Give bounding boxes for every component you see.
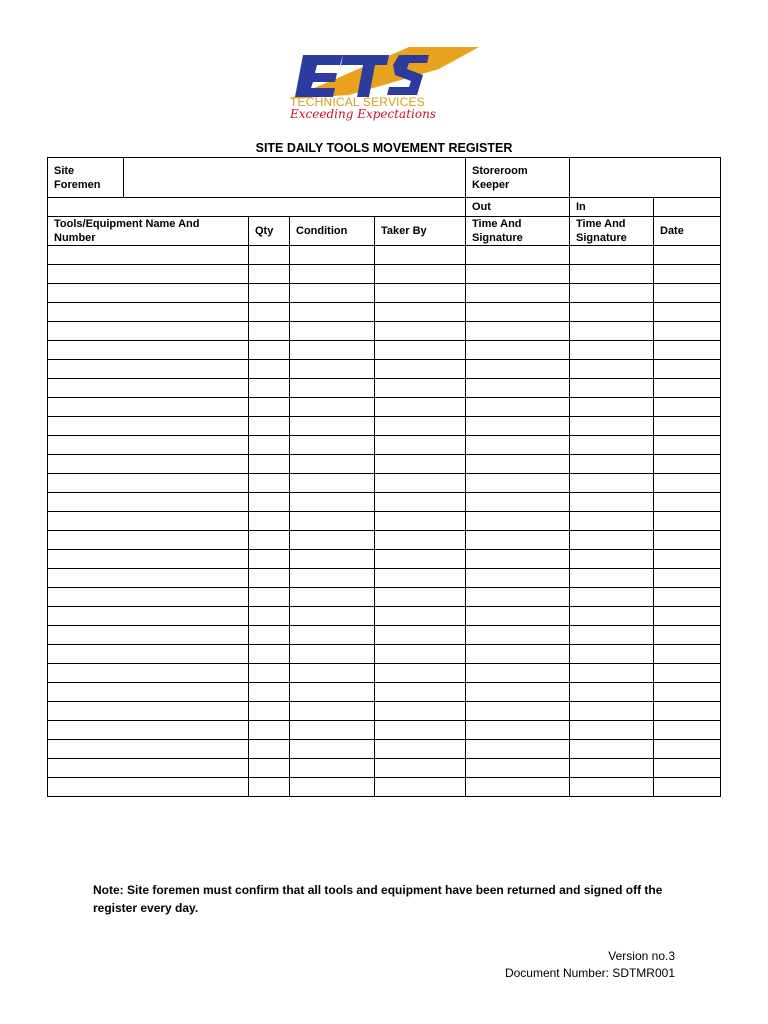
out-time-cell[interactable] [466, 341, 570, 360]
out-time-cell[interactable] [466, 360, 570, 379]
condition-cell[interactable] [290, 379, 375, 398]
table-row [48, 341, 721, 360]
condition-cell[interactable] [290, 626, 375, 645]
in-time-cell[interactable] [570, 493, 654, 512]
out-time-cell[interactable] [466, 246, 570, 265]
condition-cell[interactable] [290, 360, 375, 379]
condition-cell[interactable] [290, 493, 375, 512]
condition-cell[interactable] [290, 436, 375, 455]
qty-cell[interactable] [249, 417, 290, 436]
tool-cell[interactable] [48, 265, 249, 284]
qty-cell[interactable] [249, 550, 290, 569]
in-time-cell[interactable] [570, 550, 654, 569]
date-cell[interactable] [654, 455, 721, 474]
qty-cell[interactable] [249, 303, 290, 322]
in-time-cell[interactable] [570, 512, 654, 531]
qty-cell[interactable] [249, 721, 290, 740]
date-cell[interactable] [654, 550, 721, 569]
in-time-cell[interactable] [570, 265, 654, 284]
taker-cell[interactable] [375, 265, 466, 284]
in-time-cell[interactable] [570, 360, 654, 379]
table-row [48, 360, 721, 379]
qty-cell[interactable] [249, 379, 290, 398]
date-cell[interactable] [654, 493, 721, 512]
out-time-cell[interactable] [466, 550, 570, 569]
taker-cell[interactable] [375, 493, 466, 512]
condition-cell[interactable] [290, 721, 375, 740]
out-time-cell[interactable] [466, 379, 570, 398]
out-time-cell[interactable] [466, 588, 570, 607]
qty-cell[interactable] [249, 759, 290, 778]
out-time-cell[interactable] [466, 683, 570, 702]
table-row [48, 379, 721, 398]
taker-cell[interactable] [375, 398, 466, 417]
storeroom-keeper-label: Storeroom Keeper [466, 158, 570, 198]
date-cell[interactable] [654, 265, 721, 284]
table-row [48, 721, 721, 740]
date-cell[interactable] [654, 474, 721, 493]
tool-cell[interactable] [48, 398, 249, 417]
qty-cell[interactable] [249, 702, 290, 721]
table-row [48, 607, 721, 626]
out-time-cell[interactable] [466, 759, 570, 778]
qty-cell[interactable] [249, 569, 290, 588]
date-cell[interactable] [654, 398, 721, 417]
in-time-cell[interactable] [570, 645, 654, 664]
qty-cell[interactable] [249, 436, 290, 455]
tool-cell[interactable] [48, 569, 249, 588]
tool-cell[interactable] [48, 626, 249, 645]
taker-cell[interactable] [375, 474, 466, 493]
in-time-cell[interactable] [570, 759, 654, 778]
taker-cell[interactable] [375, 721, 466, 740]
qty-cell[interactable] [249, 626, 290, 645]
date-cell[interactable] [654, 322, 721, 341]
out-time-cell[interactable] [466, 455, 570, 474]
table-row [48, 683, 721, 702]
tool-cell[interactable] [48, 664, 249, 683]
qty-cell[interactable] [249, 455, 290, 474]
tool-cell[interactable] [48, 474, 249, 493]
condition-cell[interactable] [290, 322, 375, 341]
taker-cell[interactable] [375, 683, 466, 702]
table-row [48, 702, 721, 721]
storeroom-keeper-field[interactable] [570, 158, 721, 198]
qty-cell[interactable] [249, 664, 290, 683]
out-time-cell[interactable] [466, 322, 570, 341]
in-time-cell[interactable] [570, 531, 654, 550]
out-time-cell[interactable] [466, 398, 570, 417]
qty-cell[interactable] [249, 360, 290, 379]
taker-cell[interactable] [375, 512, 466, 531]
date-cell[interactable] [654, 626, 721, 645]
in-time-cell[interactable] [570, 702, 654, 721]
out-time-cell[interactable] [466, 474, 570, 493]
table-row [48, 740, 721, 759]
condition-cell[interactable] [290, 284, 375, 303]
qty-cell[interactable] [249, 683, 290, 702]
condition-cell[interactable] [290, 702, 375, 721]
qty-cell[interactable] [249, 474, 290, 493]
out-time-cell[interactable] [466, 721, 570, 740]
qty-cell[interactable] [249, 740, 290, 759]
document-footer [505, 948, 675, 982]
table-row [48, 759, 721, 778]
col-header-condition: Condition [290, 217, 375, 246]
date-cell[interactable] [654, 683, 721, 702]
in-time-cell[interactable] [570, 341, 654, 360]
col-header-tool: Tools/Equipment Name And Number [48, 217, 249, 246]
out-time-cell[interactable] [466, 626, 570, 645]
table-row [48, 322, 721, 341]
table-row [48, 398, 721, 417]
tool-cell[interactable] [48, 322, 249, 341]
out-time-cell[interactable] [466, 493, 570, 512]
date-cell[interactable] [654, 778, 721, 797]
qty-cell[interactable] [249, 531, 290, 550]
date-cell[interactable] [654, 531, 721, 550]
date-cell[interactable] [654, 284, 721, 303]
out-time-cell[interactable] [466, 702, 570, 721]
condition-cell[interactable] [290, 778, 375, 797]
condition-cell[interactable] [290, 740, 375, 759]
out-time-cell[interactable] [466, 645, 570, 664]
condition-cell[interactable] [290, 531, 375, 550]
in-time-cell[interactable] [570, 721, 654, 740]
tool-cell[interactable] [48, 607, 249, 626]
in-time-cell[interactable] [570, 455, 654, 474]
table-row [48, 303, 721, 322]
condition-cell[interactable] [290, 588, 375, 607]
in-time-cell[interactable] [570, 664, 654, 683]
taker-cell[interactable] [375, 550, 466, 569]
qty-cell[interactable] [249, 778, 290, 797]
out-time-cell[interactable] [466, 303, 570, 322]
condition-cell[interactable] [290, 664, 375, 683]
col-header-taker: Taker By [375, 217, 466, 246]
in-time-cell[interactable] [570, 569, 654, 588]
qty-cell[interactable] [249, 265, 290, 284]
date-cell[interactable] [654, 303, 721, 322]
qty-cell[interactable] [249, 588, 290, 607]
taker-cell[interactable] [375, 740, 466, 759]
group-in-label: In [570, 198, 654, 217]
tool-cell[interactable] [48, 360, 249, 379]
date-cell[interactable] [654, 607, 721, 626]
version-label: Version no.3 [608, 949, 675, 963]
table-row [48, 265, 721, 284]
date-cell[interactable] [654, 379, 721, 398]
in-time-cell[interactable] [570, 588, 654, 607]
in-time-cell[interactable] [570, 740, 654, 759]
qty-cell[interactable] [249, 512, 290, 531]
col-header-in-time: Time And Signature [570, 217, 654, 246]
table-row [48, 246, 721, 265]
group-header-blank [48, 198, 466, 217]
tool-cell[interactable] [48, 493, 249, 512]
group-out-label: Out [466, 198, 570, 217]
qty-cell[interactable] [249, 645, 290, 664]
in-time-cell[interactable] [570, 303, 654, 322]
taker-cell[interactable] [375, 379, 466, 398]
condition-cell[interactable] [290, 645, 375, 664]
date-cell[interactable] [654, 740, 721, 759]
out-time-cell[interactable] [466, 417, 570, 436]
tool-cell[interactable] [48, 721, 249, 740]
date-cell[interactable] [654, 436, 721, 455]
tool-cell[interactable] [48, 417, 249, 436]
condition-cell[interactable] [290, 512, 375, 531]
qty-cell[interactable] [249, 398, 290, 417]
table-row [48, 778, 721, 797]
date-cell[interactable] [654, 702, 721, 721]
in-time-cell[interactable] [570, 474, 654, 493]
taker-cell[interactable] [375, 360, 466, 379]
taker-cell[interactable] [375, 455, 466, 474]
out-time-cell[interactable] [466, 607, 570, 626]
qty-cell[interactable] [249, 322, 290, 341]
register-table [47, 157, 721, 797]
condition-cell[interactable] [290, 417, 375, 436]
qty-cell[interactable] [249, 607, 290, 626]
tool-cell[interactable] [48, 683, 249, 702]
taker-cell[interactable] [375, 759, 466, 778]
condition-cell[interactable] [290, 550, 375, 569]
in-time-cell[interactable] [570, 683, 654, 702]
in-time-cell[interactable] [570, 322, 654, 341]
condition-cell[interactable] [290, 303, 375, 322]
taker-cell[interactable] [375, 246, 466, 265]
taker-cell[interactable] [375, 284, 466, 303]
condition-cell[interactable] [290, 474, 375, 493]
tool-cell[interactable] [48, 740, 249, 759]
table-row [48, 493, 721, 512]
document-title: SITE DAILY TOOLS MOVEMENT REGISTER [255, 141, 513, 155]
tool-cell[interactable] [48, 512, 249, 531]
date-cell[interactable] [654, 588, 721, 607]
taker-cell[interactable] [375, 778, 466, 797]
condition-cell[interactable] [290, 398, 375, 417]
tool-cell[interactable] [48, 759, 249, 778]
qty-cell[interactable] [249, 246, 290, 265]
condition-cell[interactable] [290, 607, 375, 626]
col-header-out-time: Time And Signature [466, 217, 570, 246]
logo-subtitle: TECHNICAL SERVICES [290, 95, 425, 109]
taker-cell[interactable] [375, 626, 466, 645]
register-note: Note: Site foremen must confirm that all tools and equipment have been returned and signed off the register every day. [93, 883, 663, 915]
table-row [48, 417, 721, 436]
table-row [48, 474, 721, 493]
table-row [48, 626, 721, 645]
taker-cell[interactable] [375, 322, 466, 341]
out-time-cell[interactable] [466, 569, 570, 588]
taker-cell[interactable] [375, 645, 466, 664]
out-time-cell[interactable] [466, 531, 570, 550]
qty-cell[interactable] [249, 284, 290, 303]
date-cell[interactable] [654, 341, 721, 360]
in-time-cell[interactable] [570, 246, 654, 265]
table-row [48, 284, 721, 303]
taker-cell[interactable] [375, 531, 466, 550]
in-time-cell[interactable] [570, 379, 654, 398]
condition-cell[interactable] [290, 246, 375, 265]
date-cell[interactable] [654, 360, 721, 379]
in-time-cell[interactable] [570, 284, 654, 303]
table-row [48, 455, 721, 474]
qty-cell[interactable] [249, 341, 290, 360]
out-time-cell[interactable] [466, 436, 570, 455]
in-time-cell[interactable] [570, 626, 654, 645]
taker-cell[interactable] [375, 569, 466, 588]
in-time-cell[interactable] [570, 607, 654, 626]
in-time-cell[interactable] [570, 398, 654, 417]
table-row [48, 531, 721, 550]
site-foremen-label: Site Foremen [48, 158, 124, 198]
qty-cell[interactable] [249, 493, 290, 512]
tool-cell[interactable] [48, 588, 249, 607]
condition-cell[interactable] [290, 265, 375, 284]
table-row [48, 550, 721, 569]
date-cell[interactable] [654, 721, 721, 740]
tool-cell[interactable] [48, 303, 249, 322]
tool-cell[interactable] [48, 455, 249, 474]
date-cell[interactable] [654, 417, 721, 436]
taker-cell[interactable] [375, 341, 466, 360]
tool-cell[interactable] [48, 778, 249, 797]
table-row [48, 512, 721, 531]
tool-cell[interactable] [48, 645, 249, 664]
taker-cell[interactable] [375, 588, 466, 607]
col-header-qty: Qty [249, 217, 290, 246]
date-cell[interactable] [654, 246, 721, 265]
table-row [48, 664, 721, 683]
taker-cell[interactable] [375, 303, 466, 322]
out-time-cell[interactable] [466, 778, 570, 797]
table-row [48, 569, 721, 588]
taker-cell[interactable] [375, 417, 466, 436]
in-time-cell[interactable] [570, 436, 654, 455]
tool-cell[interactable] [48, 284, 249, 303]
tool-cell[interactable] [48, 531, 249, 550]
date-cell[interactable] [654, 512, 721, 531]
tool-cell[interactable] [48, 246, 249, 265]
group-header-blank [654, 198, 721, 217]
condition-cell[interactable] [290, 759, 375, 778]
condition-cell[interactable] [290, 341, 375, 360]
taker-cell[interactable] [375, 436, 466, 455]
in-time-cell[interactable] [570, 417, 654, 436]
condition-cell[interactable] [290, 683, 375, 702]
tool-cell[interactable] [48, 550, 249, 569]
logo-tagline: Exceeding Expectations [290, 107, 436, 121]
out-time-cell[interactable] [466, 512, 570, 531]
taker-cell[interactable] [375, 664, 466, 683]
tool-cell[interactable] [48, 436, 249, 455]
out-time-cell[interactable] [466, 284, 570, 303]
condition-cell[interactable] [290, 569, 375, 588]
out-time-cell[interactable] [466, 740, 570, 759]
site-foremen-field[interactable] [124, 158, 466, 198]
table-row [48, 436, 721, 455]
date-cell[interactable] [654, 664, 721, 683]
tool-cell[interactable] [48, 702, 249, 721]
date-cell[interactable] [654, 645, 721, 664]
table-row [48, 588, 721, 607]
document-number: Document Number: SDTMR001 [504, 966, 675, 980]
taker-cell[interactable] [375, 702, 466, 721]
out-time-cell[interactable] [466, 265, 570, 284]
taker-cell[interactable] [375, 607, 466, 626]
tool-cell[interactable] [48, 341, 249, 360]
tool-cell[interactable] [48, 379, 249, 398]
table-row [48, 645, 721, 664]
date-cell[interactable] [654, 569, 721, 588]
condition-cell[interactable] [290, 455, 375, 474]
col-header-date: Date [654, 217, 721, 246]
date-cell[interactable] [654, 759, 721, 778]
out-time-cell[interactable] [466, 664, 570, 683]
in-time-cell[interactable] [570, 778, 654, 797]
